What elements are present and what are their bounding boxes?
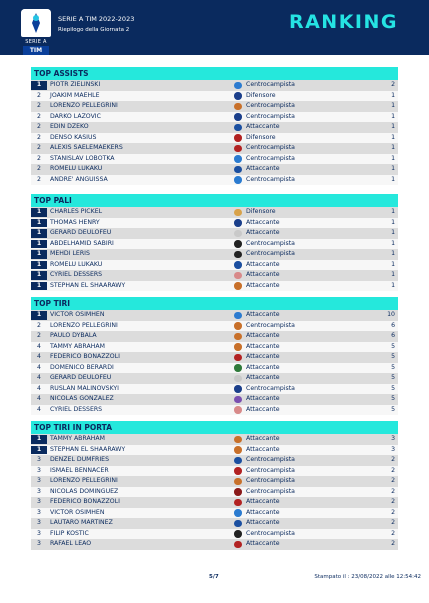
logo-tim-text: TIM bbox=[23, 46, 49, 55]
stat-value: 1 bbox=[391, 250, 395, 257]
rank-cell: 3 bbox=[37, 466, 41, 474]
stat-value: 1 bbox=[391, 123, 395, 130]
stat-value: 1 bbox=[391, 91, 395, 99]
team-crest-icon bbox=[234, 530, 242, 538]
page-number: 5/7 bbox=[209, 574, 219, 580]
table-row bbox=[31, 239, 398, 250]
team-crest-icon bbox=[234, 499, 242, 507]
player-name: CHARLES PICKEL bbox=[50, 208, 103, 215]
team-crest-icon bbox=[234, 333, 242, 341]
player-role: Centrocampista bbox=[246, 529, 295, 537]
player-role: Attaccante bbox=[246, 540, 280, 547]
ranking-section bbox=[31, 194, 398, 291]
player-name: JOAKIM MAEHLE bbox=[50, 91, 100, 99]
rank-cell: 3 bbox=[37, 508, 41, 516]
stat-value: 1 bbox=[391, 208, 395, 215]
stat-value: 1 bbox=[391, 218, 395, 226]
stat-value: 3 bbox=[391, 435, 395, 442]
player-name: NICOLAS DOMINGUEZ bbox=[50, 487, 119, 495]
rank-cell: 3 bbox=[37, 456, 41, 463]
team-crest-icon bbox=[234, 364, 242, 372]
player-name: VICTOR OSIMHEN bbox=[50, 508, 105, 516]
rank-cell: 3 bbox=[37, 540, 41, 547]
rank-cell: 2 bbox=[37, 102, 41, 109]
player-role: Centrocampista bbox=[246, 175, 295, 183]
player-name: LORENZO PELLEGRINI bbox=[50, 102, 118, 109]
team-crest-icon bbox=[234, 219, 242, 227]
rank-cell: 4 bbox=[37, 363, 41, 371]
table-row bbox=[31, 270, 398, 281]
stat-value: 5 bbox=[391, 384, 395, 392]
player-name: GERARD DEULOFEU bbox=[50, 229, 112, 236]
team-crest-icon bbox=[234, 166, 242, 174]
rank-cell: 2 bbox=[37, 332, 41, 339]
player-role: Attaccante bbox=[246, 342, 280, 350]
table-row bbox=[31, 455, 398, 466]
stat-value: 1 bbox=[391, 133, 395, 141]
player-name: LAUTARO MARTINEZ bbox=[50, 519, 113, 526]
rank-cell: 1 bbox=[31, 435, 47, 444]
team-crest-icon bbox=[234, 209, 242, 217]
player-role: Attaccante bbox=[246, 229, 280, 236]
team-crest-icon bbox=[234, 145, 242, 153]
section-title: TOP TIRI bbox=[31, 297, 398, 310]
logo-serie-a-text: SERIE A bbox=[25, 39, 47, 45]
ranking-section bbox=[31, 67, 398, 185]
team-crest-icon bbox=[234, 446, 242, 454]
competition-subtitle: Riepilogo della Giornata 2 bbox=[58, 27, 130, 33]
player-role: Attaccante bbox=[246, 435, 280, 442]
rank-cell: 1 bbox=[31, 81, 47, 90]
stat-value: 5 bbox=[391, 363, 395, 371]
serie-a-logo bbox=[21, 9, 51, 55]
page-header bbox=[0, 0, 429, 55]
rank-cell: 1 bbox=[31, 208, 47, 217]
team-crest-icon bbox=[234, 478, 242, 486]
table-row bbox=[31, 310, 398, 321]
table-row bbox=[31, 218, 398, 229]
ranking-section bbox=[31, 421, 398, 550]
player-name: DOMENICO BERARDI bbox=[50, 363, 114, 371]
player-name: DENSO KASIUS bbox=[50, 133, 97, 141]
player-name: FILIP KOSTIC bbox=[50, 529, 89, 537]
stat-value: 5 bbox=[391, 374, 395, 381]
table-row bbox=[31, 164, 398, 175]
table-row bbox=[31, 91, 398, 102]
player-role: Attaccante bbox=[246, 353, 280, 360]
team-crest-icon bbox=[234, 312, 242, 320]
stat-value: 1 bbox=[391, 112, 395, 120]
player-role: Attaccante bbox=[246, 281, 280, 289]
player-name: ANDRE' ANGUISSA bbox=[50, 175, 108, 183]
stat-value: 2 bbox=[391, 81, 395, 88]
table-row bbox=[31, 175, 398, 186]
stat-value: 1 bbox=[391, 229, 395, 236]
serie-a-shield-icon bbox=[21, 9, 51, 37]
table-row bbox=[31, 394, 398, 405]
rank-cell: 2 bbox=[37, 123, 41, 130]
team-crest-icon bbox=[234, 155, 242, 163]
team-crest-icon bbox=[234, 396, 242, 404]
table-row bbox=[31, 80, 398, 91]
stat-value: 5 bbox=[391, 395, 395, 402]
player-name: ALEXIS SAELEMAEKERS bbox=[50, 144, 123, 151]
rank-cell: 4 bbox=[37, 374, 41, 381]
table-row bbox=[31, 539, 398, 550]
team-crest-icon bbox=[234, 272, 242, 280]
table-row bbox=[31, 384, 398, 395]
player-role: Attaccante bbox=[246, 508, 280, 516]
player-name: FEDERICO BONAZZOLI bbox=[50, 353, 120, 360]
table-row bbox=[31, 260, 398, 271]
ranking-section bbox=[31, 297, 398, 415]
rank-cell: 1 bbox=[31, 282, 47, 291]
player-role: Difensore bbox=[246, 91, 276, 99]
team-crest-icon bbox=[234, 134, 242, 142]
rank-cell: 4 bbox=[37, 405, 41, 413]
team-crest-icon bbox=[234, 261, 242, 269]
team-crest-icon bbox=[234, 488, 242, 496]
rank-cell: 2 bbox=[37, 175, 41, 183]
player-role: Centrocampista bbox=[246, 321, 295, 329]
rank-cell: 3 bbox=[37, 477, 41, 484]
section-title: TOP ASSISTS bbox=[31, 67, 398, 80]
rank-cell: 4 bbox=[37, 342, 41, 350]
rank-cell: 3 bbox=[37, 529, 41, 537]
rank-cell: 2 bbox=[37, 112, 41, 120]
player-name: RAFAEL LEAO bbox=[50, 540, 92, 547]
team-crest-icon bbox=[234, 354, 242, 362]
table-row bbox=[31, 518, 398, 529]
player-role: Centrocampista bbox=[246, 102, 295, 109]
rank-cell: 3 bbox=[37, 498, 41, 505]
stat-value: 1 bbox=[391, 154, 395, 162]
player-role: Attaccante bbox=[246, 498, 280, 505]
team-crest-icon bbox=[234, 343, 242, 351]
player-role: Centrocampista bbox=[246, 250, 295, 257]
team-crest-icon bbox=[234, 375, 242, 383]
stat-value: 1 bbox=[391, 271, 395, 278]
player-name: MEHDI LERIS bbox=[50, 250, 90, 257]
stat-value: 2 bbox=[391, 540, 395, 547]
player-role: Centrocampista bbox=[246, 384, 295, 392]
player-role: Centrocampista bbox=[246, 487, 295, 495]
table-row bbox=[31, 154, 398, 165]
player-role: Attaccante bbox=[246, 260, 280, 268]
stat-value: 5 bbox=[391, 342, 395, 350]
stat-value: 6 bbox=[391, 332, 395, 339]
player-name: PAULO DYBALA bbox=[50, 332, 97, 339]
player-name: TAMMY ABRAHAM bbox=[50, 435, 105, 442]
team-crest-icon bbox=[234, 282, 242, 290]
player-name: VICTOR OSIMHEN bbox=[50, 311, 105, 318]
rank-cell: 4 bbox=[37, 395, 41, 402]
player-name: GERARD DEULOFEU bbox=[50, 374, 112, 381]
table-row bbox=[31, 363, 398, 374]
rank-cell: 2 bbox=[37, 144, 41, 151]
stat-value: 3 bbox=[391, 445, 395, 453]
player-role: Attaccante bbox=[246, 123, 280, 130]
team-crest-icon bbox=[234, 92, 242, 100]
player-name: LORENZO PELLEGRINI bbox=[50, 477, 118, 484]
table-row bbox=[31, 466, 398, 477]
player-role: Centrocampista bbox=[246, 81, 295, 88]
player-role: Attaccante bbox=[246, 271, 280, 278]
player-name: ROMELU LUKAKU bbox=[50, 260, 103, 268]
team-crest-icon bbox=[234, 436, 242, 444]
player-name: CYRIEL DESSERS bbox=[50, 271, 103, 278]
table-row bbox=[31, 122, 398, 133]
stat-value: 10 bbox=[387, 311, 395, 318]
player-name: DENZEL DUMFRIES bbox=[50, 456, 110, 463]
team-crest-icon bbox=[234, 457, 242, 465]
rank-cell: 1 bbox=[31, 240, 47, 249]
stat-value: 5 bbox=[391, 353, 395, 360]
stat-value: 2 bbox=[391, 477, 395, 484]
rank-cell: 1 bbox=[31, 446, 47, 455]
rank-cell: 1 bbox=[31, 250, 47, 259]
table-row bbox=[31, 143, 398, 154]
table-row bbox=[31, 228, 398, 239]
rank-cell: 2 bbox=[37, 91, 41, 99]
rank-cell: 4 bbox=[37, 353, 41, 360]
rank-cell: 1 bbox=[31, 219, 47, 228]
player-name: RUSLAN MALINOVSKYI bbox=[50, 384, 120, 392]
player-role: Attaccante bbox=[246, 311, 280, 318]
stat-value: 2 bbox=[391, 466, 395, 474]
player-role: Attaccante bbox=[246, 363, 280, 371]
player-name: STEPHAN EL SHAARAWY bbox=[50, 445, 126, 453]
stat-value: 2 bbox=[391, 519, 395, 526]
team-crest-icon bbox=[234, 509, 242, 517]
player-role: Attaccante bbox=[246, 519, 280, 526]
team-crest-icon bbox=[234, 103, 242, 111]
table-row bbox=[31, 249, 398, 260]
team-crest-icon bbox=[234, 520, 242, 528]
team-crest-icon bbox=[234, 541, 242, 549]
stat-value: 2 bbox=[391, 456, 395, 463]
table-row bbox=[31, 352, 398, 363]
rank-cell: 2 bbox=[37, 133, 41, 141]
player-role: Difensore bbox=[246, 133, 276, 141]
player-name: ROMELU LUKAKU bbox=[50, 165, 103, 172]
rank-cell: 2 bbox=[37, 165, 41, 172]
player-name: THOMAS HENRY bbox=[50, 218, 100, 226]
player-role: Attaccante bbox=[246, 395, 280, 402]
rank-cell: 1 bbox=[31, 311, 47, 320]
player-role: Attaccante bbox=[246, 405, 280, 413]
rank-cell: 1 bbox=[31, 271, 47, 280]
table-row bbox=[31, 476, 398, 487]
player-role: Attaccante bbox=[246, 445, 280, 453]
table-row bbox=[31, 405, 398, 416]
player-name: FEDERICO BONAZZOLI bbox=[50, 498, 120, 505]
player-role: Centrocampista bbox=[246, 144, 295, 151]
player-role: Attaccante bbox=[246, 332, 280, 339]
stat-value: 1 bbox=[391, 175, 395, 183]
player-role: Attaccante bbox=[246, 218, 280, 226]
competition-title: SERIE A TIM 2022-2023 bbox=[58, 15, 135, 23]
player-name: DARKO LAZOVIC bbox=[50, 112, 101, 120]
player-name: LORENZO PELLEGRINI bbox=[50, 321, 118, 329]
rank-cell: 2 bbox=[37, 321, 41, 329]
table-row bbox=[31, 445, 398, 456]
player-name: NICOLAS GONZALEZ bbox=[50, 395, 114, 402]
team-crest-icon bbox=[234, 322, 242, 330]
player-name: ISMAEL BENNACER bbox=[50, 466, 109, 474]
stat-value: 1 bbox=[391, 239, 395, 247]
table-row bbox=[31, 342, 398, 353]
rank-cell: 4 bbox=[37, 384, 41, 392]
stat-value: 2 bbox=[391, 529, 395, 537]
team-crest-icon bbox=[234, 124, 242, 132]
team-crest-icon bbox=[234, 406, 242, 414]
player-name: PIOTR ZIELINSKI bbox=[50, 81, 101, 88]
team-crest-icon bbox=[234, 467, 242, 475]
table-row bbox=[31, 133, 398, 144]
section-title: TOP PALI bbox=[31, 194, 398, 207]
table-row bbox=[31, 207, 398, 218]
player-name: ABDELHAMID SABIRI bbox=[50, 239, 114, 247]
player-name: TAMMY ABRAHAM bbox=[50, 342, 105, 350]
stat-value: 1 bbox=[391, 260, 395, 268]
table-row bbox=[31, 497, 398, 508]
player-name: STANISLAV LOBOTKA bbox=[50, 154, 115, 162]
player-role: Centrocampista bbox=[246, 154, 295, 162]
print-timestamp: Stampato il : 23/08/2022 alle 12:54:42 bbox=[314, 574, 421, 580]
table-row bbox=[31, 529, 398, 540]
stat-value: 2 bbox=[391, 487, 395, 495]
player-name: EDIN DZEKO bbox=[50, 123, 89, 130]
page-title: RANKING bbox=[288, 11, 398, 33]
rank-cell: 3 bbox=[37, 519, 41, 526]
player-role: Attaccante bbox=[246, 165, 280, 172]
stat-value: 1 bbox=[391, 281, 395, 289]
player-role: Attaccante bbox=[246, 374, 280, 381]
team-crest-icon bbox=[234, 82, 242, 90]
table-row bbox=[31, 112, 398, 123]
table-row bbox=[31, 101, 398, 112]
table-row bbox=[31, 434, 398, 445]
rank-cell: 2 bbox=[37, 154, 41, 162]
table-row bbox=[31, 373, 398, 384]
section-title: TOP TIRI IN PORTA bbox=[31, 421, 398, 434]
player-role: Centrocampista bbox=[246, 112, 295, 120]
table-row bbox=[31, 321, 398, 332]
stat-value: 1 bbox=[391, 102, 395, 109]
rank-cell: 3 bbox=[37, 487, 41, 495]
stat-value: 5 bbox=[391, 405, 395, 413]
team-crest-icon bbox=[234, 113, 242, 121]
player-name: STEPHAN EL SHAARAWY bbox=[50, 281, 126, 289]
team-crest-icon bbox=[234, 240, 242, 248]
rank-cell: 1 bbox=[31, 261, 47, 270]
table-row bbox=[31, 331, 398, 342]
team-crest-icon bbox=[234, 230, 242, 238]
player-name: CYRIEL DESSERS bbox=[50, 405, 103, 413]
player-role: Centrocampista bbox=[246, 466, 295, 474]
stat-value: 2 bbox=[391, 508, 395, 516]
player-role: Centrocampista bbox=[246, 456, 295, 463]
stat-value: 1 bbox=[391, 144, 395, 151]
stat-value: 6 bbox=[391, 321, 395, 329]
table-row bbox=[31, 487, 398, 498]
player-role: Centrocampista bbox=[246, 239, 295, 247]
player-role: Centrocampista bbox=[246, 477, 295, 484]
stat-value: 1 bbox=[391, 165, 395, 172]
team-crest-icon bbox=[234, 385, 242, 393]
table-row bbox=[31, 281, 398, 292]
team-crest-icon bbox=[234, 251, 242, 259]
table-row bbox=[31, 508, 398, 519]
team-crest-icon bbox=[234, 176, 242, 184]
stat-value: 2 bbox=[391, 498, 395, 505]
player-role: Difensore bbox=[246, 208, 276, 215]
rank-cell: 1 bbox=[31, 229, 47, 238]
